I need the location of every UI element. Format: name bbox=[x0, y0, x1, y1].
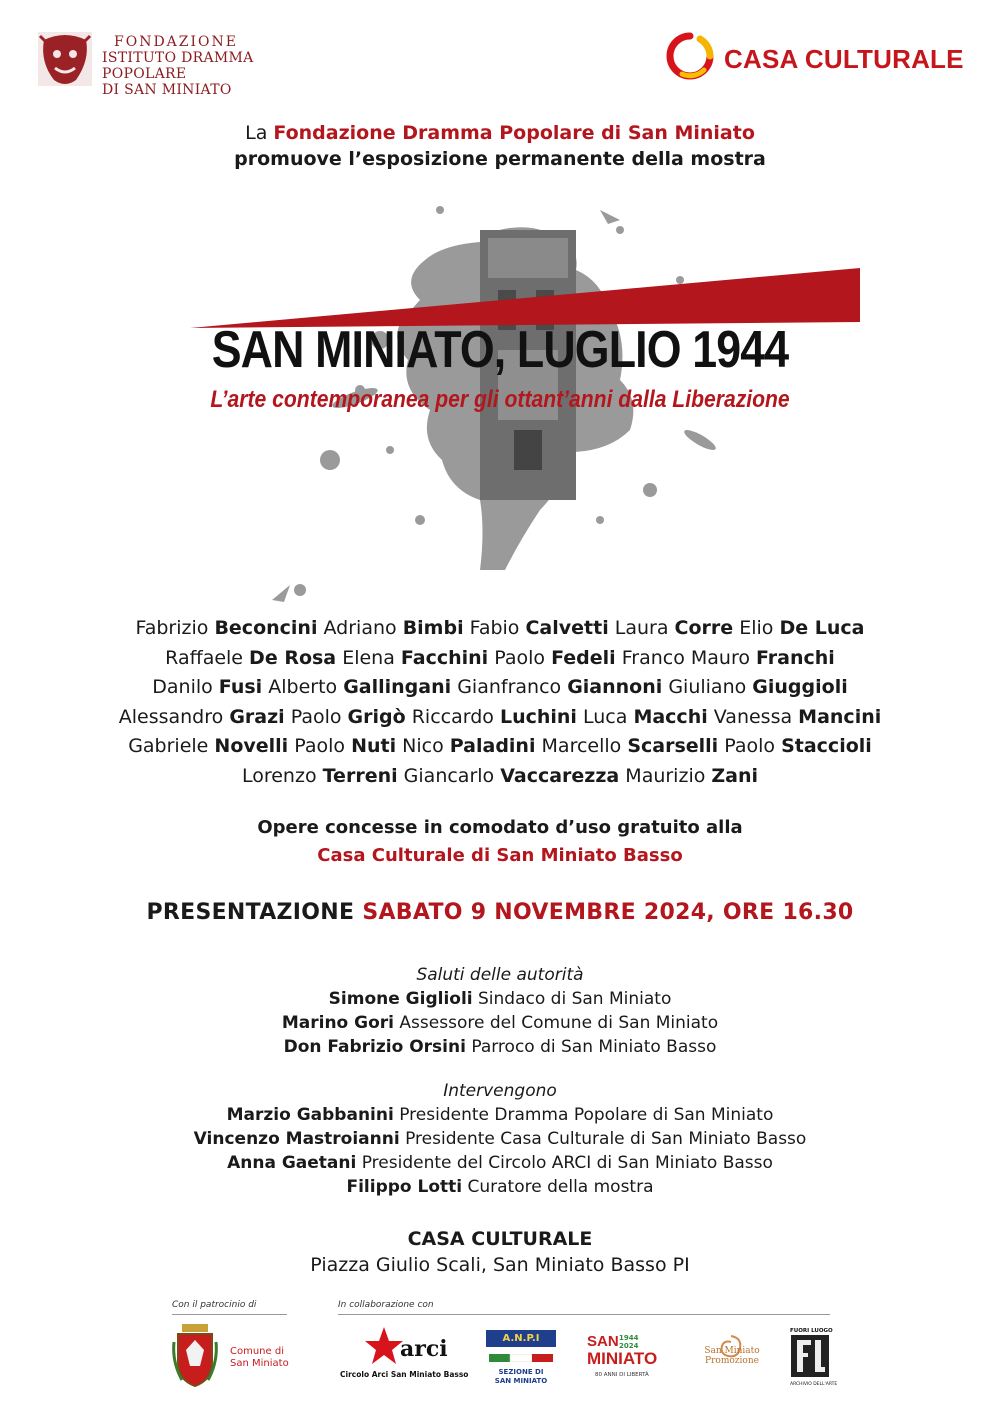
presentation-date: SABATO 9 NOVEMBRE 2024, ORE 16.30 bbox=[362, 900, 854, 925]
greeting-person: Don Fabrizio Orsini Parroco di San Miniato Basso bbox=[283, 1037, 717, 1057]
artist-name: Lorenzo Terreni bbox=[241, 764, 398, 787]
speakers-block bbox=[0, 1079, 1000, 1199]
anpi-caption-2: SAN MINIATO bbox=[494, 1377, 548, 1385]
flag-stripe bbox=[489, 1354, 553, 1362]
presentation-label: PRESENTAZIONE bbox=[146, 900, 355, 925]
casa-culturale-logo bbox=[664, 30, 964, 88]
collab-label: In collaborazione con bbox=[338, 1300, 434, 1310]
artist-name: Paolo Fedeli bbox=[494, 646, 616, 669]
artists-row bbox=[0, 614, 1000, 644]
star-icon bbox=[364, 1326, 404, 1366]
intro-org: Fondazione Dramma Popolare di San Miniato bbox=[273, 122, 755, 144]
patronage-label: Con il patrocinio di bbox=[172, 1300, 257, 1310]
sm80-year-1: 1944 bbox=[619, 1334, 639, 1342]
intro-block bbox=[0, 120, 1000, 172]
fdp-logo-line: DI SAN MINIATO bbox=[102, 82, 232, 98]
artist-name: Danilo Fusi bbox=[152, 676, 263, 699]
intro-line-2: promuove l’esposizione permanente della mostra bbox=[234, 148, 766, 170]
artist-name: Fabrizio Beconcini bbox=[135, 617, 318, 639]
casa-culturale-logo-text: CASA CULTURALE bbox=[724, 44, 964, 74]
artist-name: Paolo Staccioli bbox=[724, 735, 872, 758]
artist-name: Vanessa Mancini bbox=[713, 705, 882, 728]
artist-name: Gianfranco Giannoni bbox=[457, 676, 663, 699]
artist-name: Giuliano Giuggioli bbox=[668, 676, 848, 699]
artist-name: Raffaele De Rosa bbox=[165, 646, 337, 669]
fdp-logo-line: FONDAZIONE bbox=[114, 34, 238, 50]
loan-line-1: Opere concesse in comodato d’uso gratuito alla bbox=[257, 817, 743, 838]
sm80-caption: 80 ANNI DI LIBERTÀ bbox=[595, 1372, 649, 1378]
speaker-person: Marzio Gabbanini Presidente Dramma Popolare di San Miniato bbox=[226, 1105, 774, 1125]
collab-divider bbox=[338, 1314, 830, 1315]
sm80-line-2: MINIATO bbox=[587, 1349, 658, 1368]
artists-row bbox=[0, 644, 1000, 674]
artist-name: Maurizio Zani bbox=[625, 764, 759, 787]
artist-name: Franco Mauro Franchi bbox=[621, 646, 835, 669]
promo-line-2: Promozione bbox=[705, 1356, 759, 1366]
theatre-mask-icon bbox=[36, 30, 94, 88]
intro-prefix: La bbox=[245, 122, 274, 144]
artist-name: Elio De Luca bbox=[739, 617, 865, 639]
artists-row bbox=[0, 703, 1000, 733]
arci-caption: Circolo Arci San Miniato Basso bbox=[340, 1370, 469, 1379]
artist-name: Marcello Scarselli bbox=[541, 735, 719, 758]
artist-name: Gabriele Novelli bbox=[128, 735, 289, 758]
fdp-logo-line: ISTITUTO DRAMMA POPOLARE bbox=[102, 50, 254, 82]
artist-name: Elena Facchini bbox=[342, 646, 489, 669]
arci-word: arci bbox=[400, 1336, 448, 1362]
greetings-heading: Saluti delle autorità bbox=[416, 965, 584, 985]
san-miniato-80-logo bbox=[585, 1334, 665, 1386]
artist-name: Giancarlo Vaccarezza bbox=[403, 764, 620, 787]
speaker-person: Filippo Lotti Curatore della mostra bbox=[346, 1177, 654, 1197]
venue-name: CASA CULTURALE bbox=[407, 1228, 593, 1250]
comune-logo bbox=[172, 1322, 292, 1390]
artist-name: Paolo Grigò bbox=[290, 705, 406, 728]
fondazione-logo bbox=[36, 30, 301, 98]
speaker-person: Anna Gaetani Presidente del Circolo ARCI di San Miniato Basso bbox=[227, 1153, 773, 1173]
intro-line-1 bbox=[0, 120, 1000, 146]
artists-row bbox=[0, 732, 1000, 762]
promozione-logo bbox=[696, 1332, 768, 1382]
fuori-top: FUORI LUOGO bbox=[790, 1328, 833, 1334]
artist-name: Alessandro Grazi bbox=[118, 705, 285, 728]
artist-name: Paolo Nuti bbox=[294, 735, 397, 758]
patronage-divider bbox=[172, 1314, 287, 1315]
artist-name: Alberto Gallingani bbox=[268, 676, 452, 699]
artist-name: Laura Corre bbox=[614, 617, 734, 639]
fuori-luogo-logo bbox=[790, 1328, 838, 1388]
promo-line-1: San Miniato bbox=[704, 1346, 760, 1356]
anpi-logo bbox=[486, 1330, 556, 1386]
main-subtitle: L’arte contemporanea per gli ottant’anni dalla Liberazione bbox=[210, 386, 790, 413]
comune-line-1: Comune di bbox=[230, 1346, 284, 1357]
loan-note bbox=[0, 814, 1000, 870]
artist-name: Nico Paladini bbox=[402, 735, 536, 758]
anpi-word: A.N.P.I bbox=[486, 1330, 556, 1347]
artists-row bbox=[0, 762, 1000, 792]
coat-of-arms-icon bbox=[172, 1322, 218, 1388]
artist-name: Adriano Bimbi bbox=[323, 617, 464, 639]
artists-row bbox=[0, 673, 1000, 703]
artists-list bbox=[0, 614, 1000, 792]
arci-logo bbox=[338, 1326, 469, 1382]
speakers-heading: Intervengono bbox=[443, 1081, 557, 1101]
greeting-person: Marino Gori Assessore del Comune di San Miniato bbox=[281, 1013, 719, 1033]
artist-name: Riccardo Luchini bbox=[411, 705, 577, 728]
fuori-bottom: ARCHIVIO DELL'ARTE bbox=[790, 1382, 838, 1387]
ring-icon bbox=[664, 30, 716, 82]
loan-line-2: Casa Culturale di San Miniato Basso bbox=[317, 845, 683, 866]
sm80-year-2: 2024 bbox=[619, 1342, 639, 1350]
anpi-caption-1: SEZIONE DI bbox=[498, 1368, 544, 1376]
venue-address: Piazza Giulio Scali, San Miniato Basso PI bbox=[310, 1254, 690, 1276]
sm80-line-1: SAN bbox=[587, 1333, 619, 1350]
artist-name: Fabio Calvetti bbox=[469, 617, 609, 639]
greeting-person: Simone Giglioli Sindaco di San Miniato bbox=[328, 989, 672, 1009]
comune-line-2: San Miniato bbox=[230, 1358, 289, 1369]
greetings-block bbox=[0, 963, 1000, 1059]
artist-name: Luca Macchi bbox=[583, 705, 708, 728]
presentation-line bbox=[0, 900, 1000, 925]
fuori-luogo-mark-icon bbox=[790, 1334, 830, 1378]
main-title: SAN MINIATO, LUGLIO 1944 bbox=[211, 321, 789, 379]
speaker-person: Vincenzo Mastroianni Presidente Casa Culturale di San Miniato Basso bbox=[193, 1129, 807, 1149]
